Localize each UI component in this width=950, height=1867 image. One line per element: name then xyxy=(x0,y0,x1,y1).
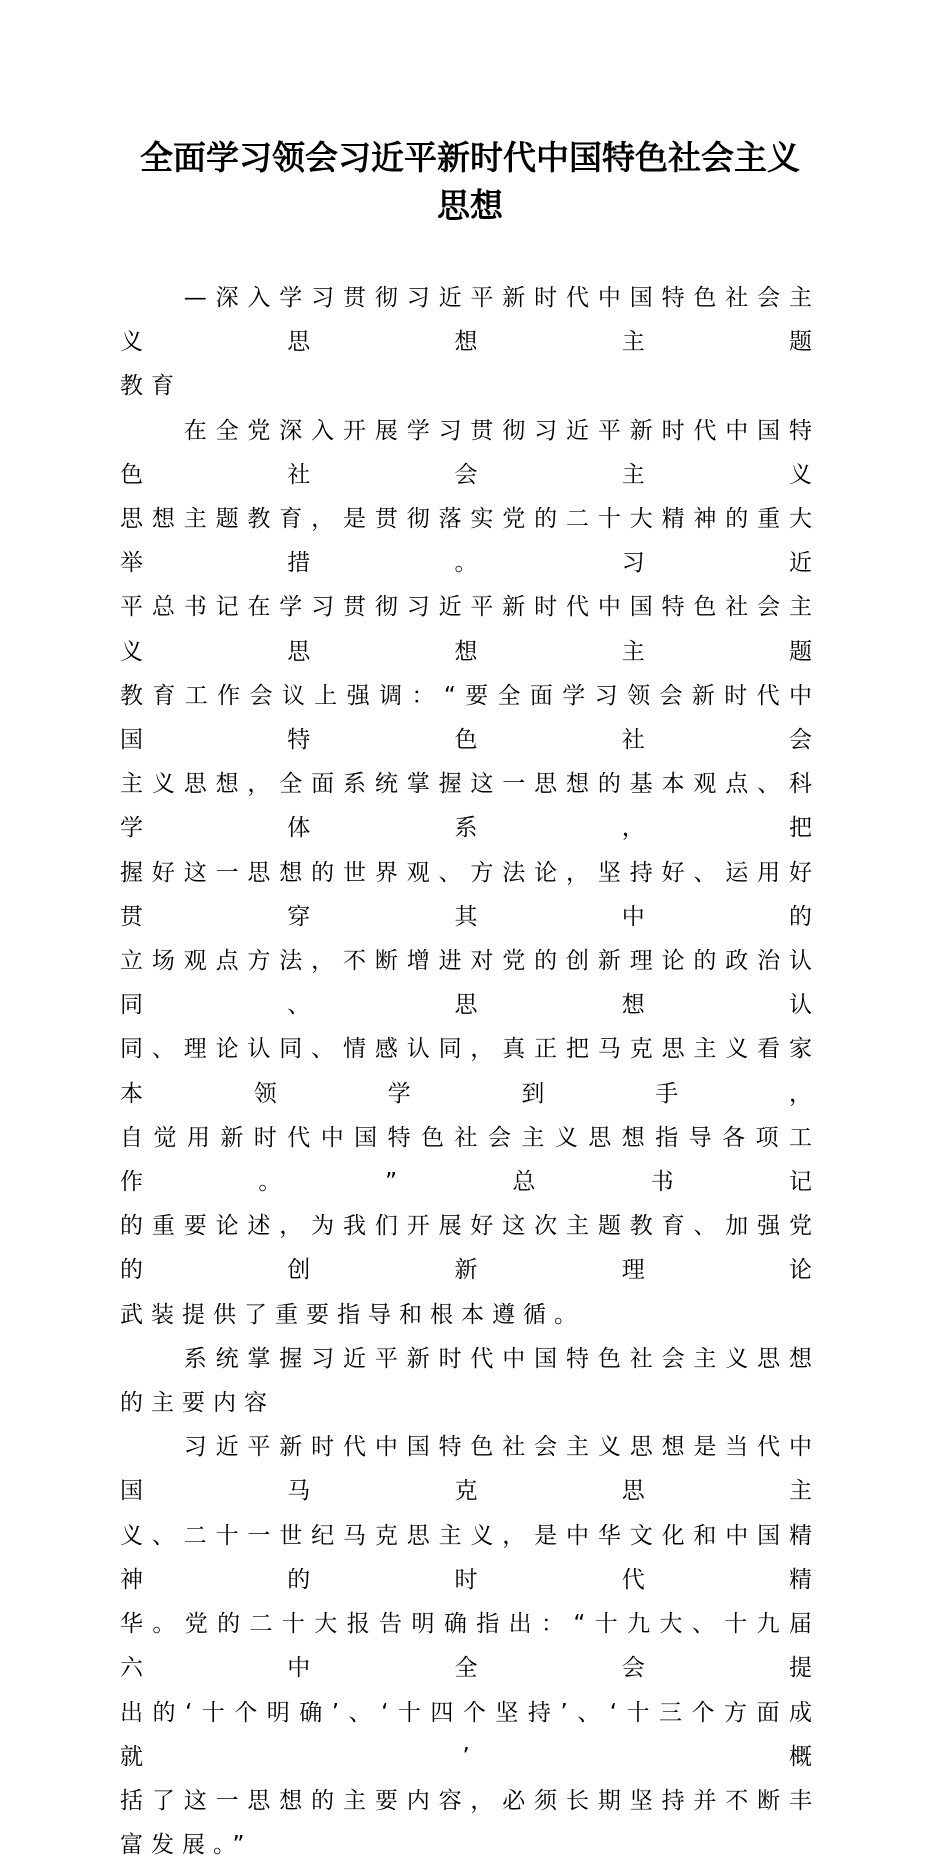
title-line: 全面学习领会习近平新时代中国特色社会主义 xyxy=(140,138,800,177)
title-line: 思想 xyxy=(437,186,503,225)
text-line: 思想主题教育，是贯彻落实党的二十大精神的重大举措。习近 xyxy=(120,506,820,577)
body-paragraph xyxy=(120,409,820,1337)
text-line: 立场观点方法，不断增进对党的创新理论的政治认同、思想认 xyxy=(120,948,820,1019)
text-line: 平总书记在学习贯彻习近平新时代中国特色社会主义思想主题 xyxy=(120,594,820,665)
text-line: 的重要论述，为我们开展好这次主题教育、加强党的创新理论 xyxy=(120,1213,820,1284)
text-line: 握好这一思想的世界观、方法论，坚持好、运用好贯穿其中的 xyxy=(120,859,820,930)
document-body xyxy=(120,276,820,1867)
text-line: 主义思想，全面系统掌握这一思想的基本观点、科学体系，把 xyxy=(120,771,820,842)
text-line: 系统掌握习近平新时代中国特色社会主义思想的主要内容 xyxy=(120,1345,820,1417)
text-line: 括了这一思想的主要内容，必须长期坚持并不断丰富发展。” xyxy=(120,1787,820,1859)
text-line: 出的‘十个明确’、‘十四个坚持’、‘十三个方面成就’概 xyxy=(120,1699,820,1770)
body-paragraph xyxy=(120,1425,820,1867)
text-line: 义、二十一世纪马克思主义，是中华文化和中国精神的时代精 xyxy=(120,1522,820,1593)
document-title xyxy=(120,134,820,230)
text-line: 武装提供了重要指导和根本遵循。 xyxy=(120,1301,585,1328)
text-line: 同、理论认同、情感认同，真正把马克思主义看家本领学到手， xyxy=(120,1036,820,1107)
text-line: 在全党深入开展学习贯彻习近平新时代中国特色社会主义 xyxy=(120,417,820,488)
section-heading xyxy=(120,1337,820,1425)
text-line: 教育工作会议上强调：“要全面学习领会新时代中国特色社会 xyxy=(120,682,820,754)
text-line: 教育 xyxy=(120,373,182,400)
text-line: 自觉用新时代中国特色社会主义思想指导各项工作。”总书记 xyxy=(120,1124,820,1196)
text-line: 习近平新时代中国特色社会主义思想是当代中国马克思主 xyxy=(120,1434,820,1505)
text-line: —深入学习贯彻习近平新时代中国特色社会主义思想主题 xyxy=(120,285,820,356)
subtitle-paragraph xyxy=(120,276,820,409)
text-line: 华。党的二十大报告明确指出：“十九大、十九届六中全会提 xyxy=(120,1611,820,1682)
